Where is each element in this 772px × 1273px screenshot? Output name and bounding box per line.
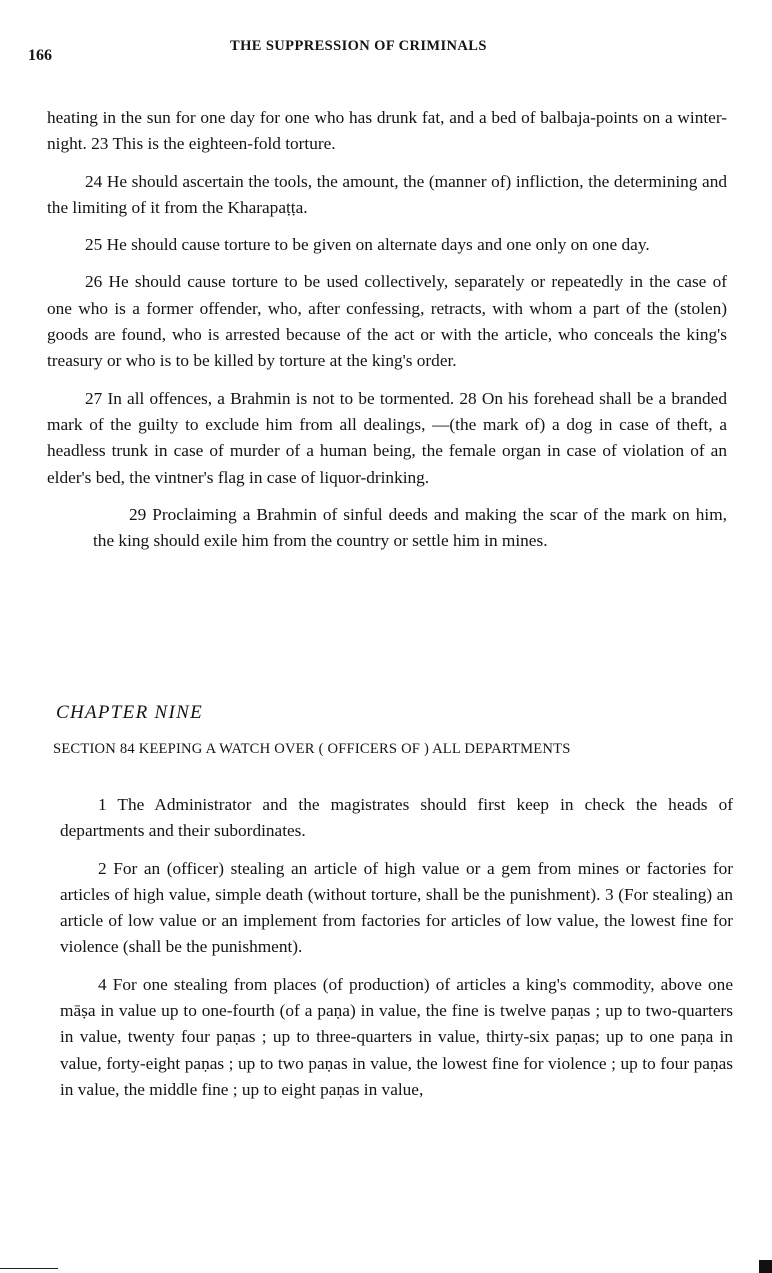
bottom-rule xyxy=(0,1268,58,1269)
running-title: THE SUPPRESSION OF CRIMINALS xyxy=(230,38,487,54)
main-text xyxy=(47,105,727,554)
section-title: SECTION 84 KEEPING A WATCH OVER ( OFFICERS OF ) ALL DEPARTMENTS xyxy=(53,741,571,757)
chapter-title: CHAPTER NINE xyxy=(56,702,204,723)
paragraph: 1 The Administrator and the magistrates should first keep in check the heads of departments and their subordinates. xyxy=(60,795,733,841)
chapter-text xyxy=(60,792,733,1103)
corner-mark xyxy=(759,1260,772,1273)
paragraph: 24 He should ascertain the tools, the amount, the (manner of) infliction, the determining and the limiting of it from the Kharapaṭṭa. xyxy=(47,171,727,217)
paragraph: 2 For an (officer) stealing an article of high value or a gem from mines or factories for articles of high value, simple death (without torture, shall be the punishment). 3 (For stealing) an article of low value or an implement from factories for articles of low value, the lowest fine for violence (shall be the punishment). xyxy=(60,858,733,957)
paragraph: heating in the sun for one day for one who has drunk fat, and a bed of balbaja-points on a winter-night. 23 This is the eighteen-fold torture. xyxy=(47,108,727,154)
verse-paragraph: 29 Proclaiming a Brahmin of sinful deeds and making the scar of the mark on him, the king should exile him from the country or settle him in mines. xyxy=(93,504,727,551)
paragraph: 26 He should cause torture to be used collectively, separately or repeatedly in the case of one who is a former offender, who, after confessing, retracts, with whom a part of the (stolen) goods are found, who is arrested because of the act or with the article, who conceals the king's treasury or who is to be killed by torture at the king's order. xyxy=(47,272,727,371)
page-number: 166 xyxy=(28,47,52,64)
paragraph: 27 In all offences, a Brahmin is not to be tormented. 28 On his forehead shall be a branded mark of the guilty to exclude him from all dealings, —(the mark of) a dog in case of theft, a headless trunk in case of murder of a human being, the female organ in case of violation of an elder's bed, the vintner's flag in case of liquor-drinking. xyxy=(47,388,727,487)
paragraph: 25 He should cause torture to be given on alternate days and one only on one day. xyxy=(85,235,650,255)
paragraph: 4 For one stealing from places (of production) of articles a king's commodity, above one māṣa in value up to one-fourth (of a paṇa) in value, the fine is twelve paṇas ; up to two-quarters in value, twenty four paṇas ; up to three-quarters in value, thirty-six paṇas; up to one paṇa in value, forty-eight paṇas ; up to two paṇas in value, the lowest fine for violence ; up to four paṇas in value, the middle fine ; up to eight paṇas in value, xyxy=(60,974,733,1099)
